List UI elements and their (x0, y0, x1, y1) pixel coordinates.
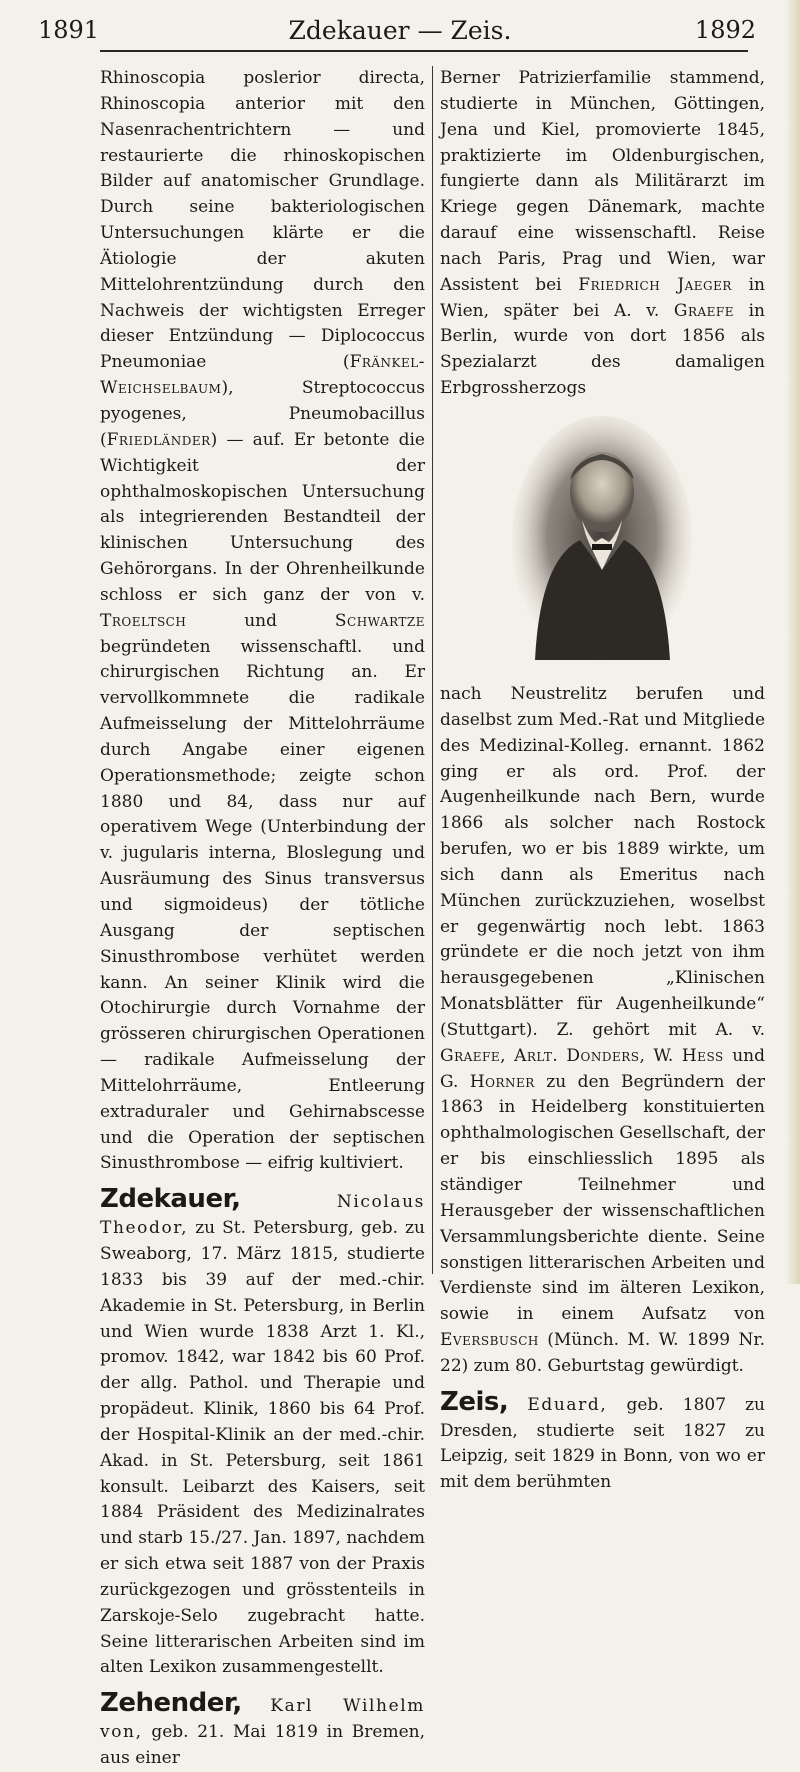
entry-zdekauer (100, 1184, 426, 1681)
running-title: Zdekauer — Zeis. (288, 16, 512, 45)
text-run: Berner Patrizierfamilie stammend, studierte in München, Göttingen, Jena und Kiel, promovierte 1845, praktizierte im Oldenburgischen, fungierte dann als Militärarzt im Kriege gegen Dänemark, machte darauf eine wissenschaftl. Reise nach Paris, Prag und Wien, war Assistent bei (440, 68, 765, 295)
person-name: Graefe (440, 1045, 501, 1066)
text-run: , W. (639, 1045, 682, 1066)
person-name: Donders (566, 1045, 640, 1066)
text-run: zu den Begründern der 1863 in Heidelberg konstituierten ophthalmologischen Gesellschaft, der er bis einschliesslich 1895 als ständiger Teilnehmer und Herausgeber der wissenschaftlichen Versammlungsberichte diente. Seine sonstigen litterarischen Arbeiten und Verdienste sind im älteren Lexikon, sowie in einem Aufsatz von (440, 1071, 766, 1325)
column-number-right: 1892 (694, 16, 756, 44)
column-divider (432, 66, 433, 1274)
portrait-tie (592, 544, 612, 550)
paragraph-zehender-career (440, 682, 765, 1380)
person-name: Friedländer (106, 429, 211, 450)
text-run: und G. (440, 1045, 766, 1092)
entry-lemma: Zeis, (440, 1386, 509, 1417)
text-run: nach Neustrelitz berufen und daselbst zum Med.-Rat und Mitgliede des Medizinal-Kolleg. ernannt. 1862 ging er als ord. Prof. der Augenheilkunde nach Bern, wurde 1866 als solcher nach Rostock berufen, wo er bis 1889 wirkte, um sich dann als Emeritus nach München zurückzuziehen, woselbst er gegenwärtig noch lebt. 1863 gründete er die noch jetzt von ihm herausgegebenen „Klinischen Monatsblätter für Augenheilkunde“ (Stuttgart). Z. gehört mit A. v. (440, 683, 765, 1040)
page-edge-shadow (786, 0, 800, 1284)
text-run: , (500, 1045, 515, 1066)
right-column (440, 66, 765, 1496)
text-run: und (186, 610, 335, 631)
text-run: in Wien, später bei A. v. (440, 274, 766, 321)
column-number-left: 1891 (38, 16, 100, 44)
text-run: ) — auf. Er betonte die Wichtigkeit der ophthalmoskopischen Untersuchung als integrierenden Bestandteil der klinischen Untersuchung des Gehörorgans. In der Ohrenheilkunde schloss er sich ganz der von v. (100, 429, 425, 605)
text-run: . (552, 1045, 567, 1066)
portrait-image (440, 410, 765, 678)
paragraph-rhinoscopy (100, 66, 425, 1177)
header-rule (100, 50, 748, 52)
text-run: (Münch. M. W. 1899 Nr. 22) zum 80. Geburtstag gewürdigt. (440, 1330, 765, 1376)
person-name: Schwartze (334, 610, 425, 631)
left-column (100, 66, 425, 1772)
text-run: ), Streptococcus pyogenes, Pneumobacillus ( (100, 378, 425, 450)
entry-given-names: Eduard, (527, 1394, 608, 1415)
entry-given-names: Nicolaus Theodor, (100, 1192, 425, 1239)
running-header (0, 0, 800, 60)
entry-zehender (100, 1688, 426, 1772)
entry-given-names: Karl Wilhelm von, (100, 1696, 426, 1743)
person-name: Fränkel-Weichselbaum (100, 352, 425, 399)
person-name: Troeltsch (100, 610, 187, 631)
person-name: Arlt (514, 1045, 553, 1066)
entry-zeis (440, 1386, 766, 1496)
person-name: Friedrich Jaeger (578, 274, 732, 295)
entry-text: geb. 1807 zu Dresden, studierte seit 1827 zu Leipzig, seit 1829 in Bonn, von wo er mit dem berühmten (440, 1394, 766, 1493)
person-name: Eversbusch (440, 1330, 539, 1351)
entry-text: zu St. Petersburg, geb. zu Sweaborg, 17. März 1815, studierte 1833 bis 39 auf der med.-chir. Akademie in St. Petersburg, in Berlin und Wien wurde 1838 Arzt 1. Kl., promov. 1842, war 1842 bis 60 Prof. der allg. Pathol. und Therapie und propädeut. Klinik, 1860 bis 64 Prof. der Hospital-Klinik an der med.-chir. Akad. in St. Petersburg, seit 1861 konsult. Leibarzt des Kaisers, seit 1884 Präsident des Medizinalrates und starb 15./27. Jan. 1897, nachdem er sich etwa seit 1887 von der Praxis zurückgezogen und grösstenteils in Zarskoje-Selo zugebracht hatte. Seine litterarischen Arbeiten sind im alten Lexikon zusammengestellt. (100, 1218, 426, 1678)
person-name: Horner (469, 1071, 535, 1092)
entry-text: geb. 21. Mai 1819 in Bremen, aus einer (100, 1722, 425, 1768)
text-run: in Berlin, wurde von dort 1856 als Spezialarzt des damaligen Erbgrossherzogs (440, 300, 765, 399)
entry-lemma: Zdekauer, (100, 1184, 241, 1215)
text-run: Rhinoscopia poslerior directa, Rhinoscopia anterior mit den Nasenrachentrichtern — und restaurierte die rhinoskopischen Bilder auf anatomischer Grundlage. Durch seine bakteriologischen Untersuchungen klärte er die Ätiologie der akuten Mittelohrentzündung durch den Nachweis der wichtigsten Erreger dieser Entzündung — Diplococcus Pneumoniae ( (100, 68, 425, 373)
text-run: begründeten wissenschaftl. und chirurgischen Richtung an. Er vervollkommnete die radikale Aufmeisselung der Mittelohrräume durch Angabe einer eigenen Operationsmethode; zeigte schon 1880 und 84, dass nur auf operativem Wege (Unterbindung der v. jugularis interna, Bloslegung und Ausräumung des Sinus transversus und sigmoideus) der tötliche Ausgang der septischen Sinusthrombose verhütet werden kann. An seiner Klinik wird die Otochirurgie durch Vornahme der grösseren chirurgischen Operationen — radikale Aufmeisselung der Mittelohrräume, Entleerung extraduraler und Gehirnabscesse und die Operation der septischen Sinusthrombose — eifrig kultiviert. (100, 636, 425, 1174)
entry-lemma: Zehender, (100, 1688, 242, 1719)
paragraph-zehender-continued (440, 66, 765, 402)
person-name: Graefe (673, 300, 734, 321)
person-name: Hess (681, 1045, 724, 1066)
